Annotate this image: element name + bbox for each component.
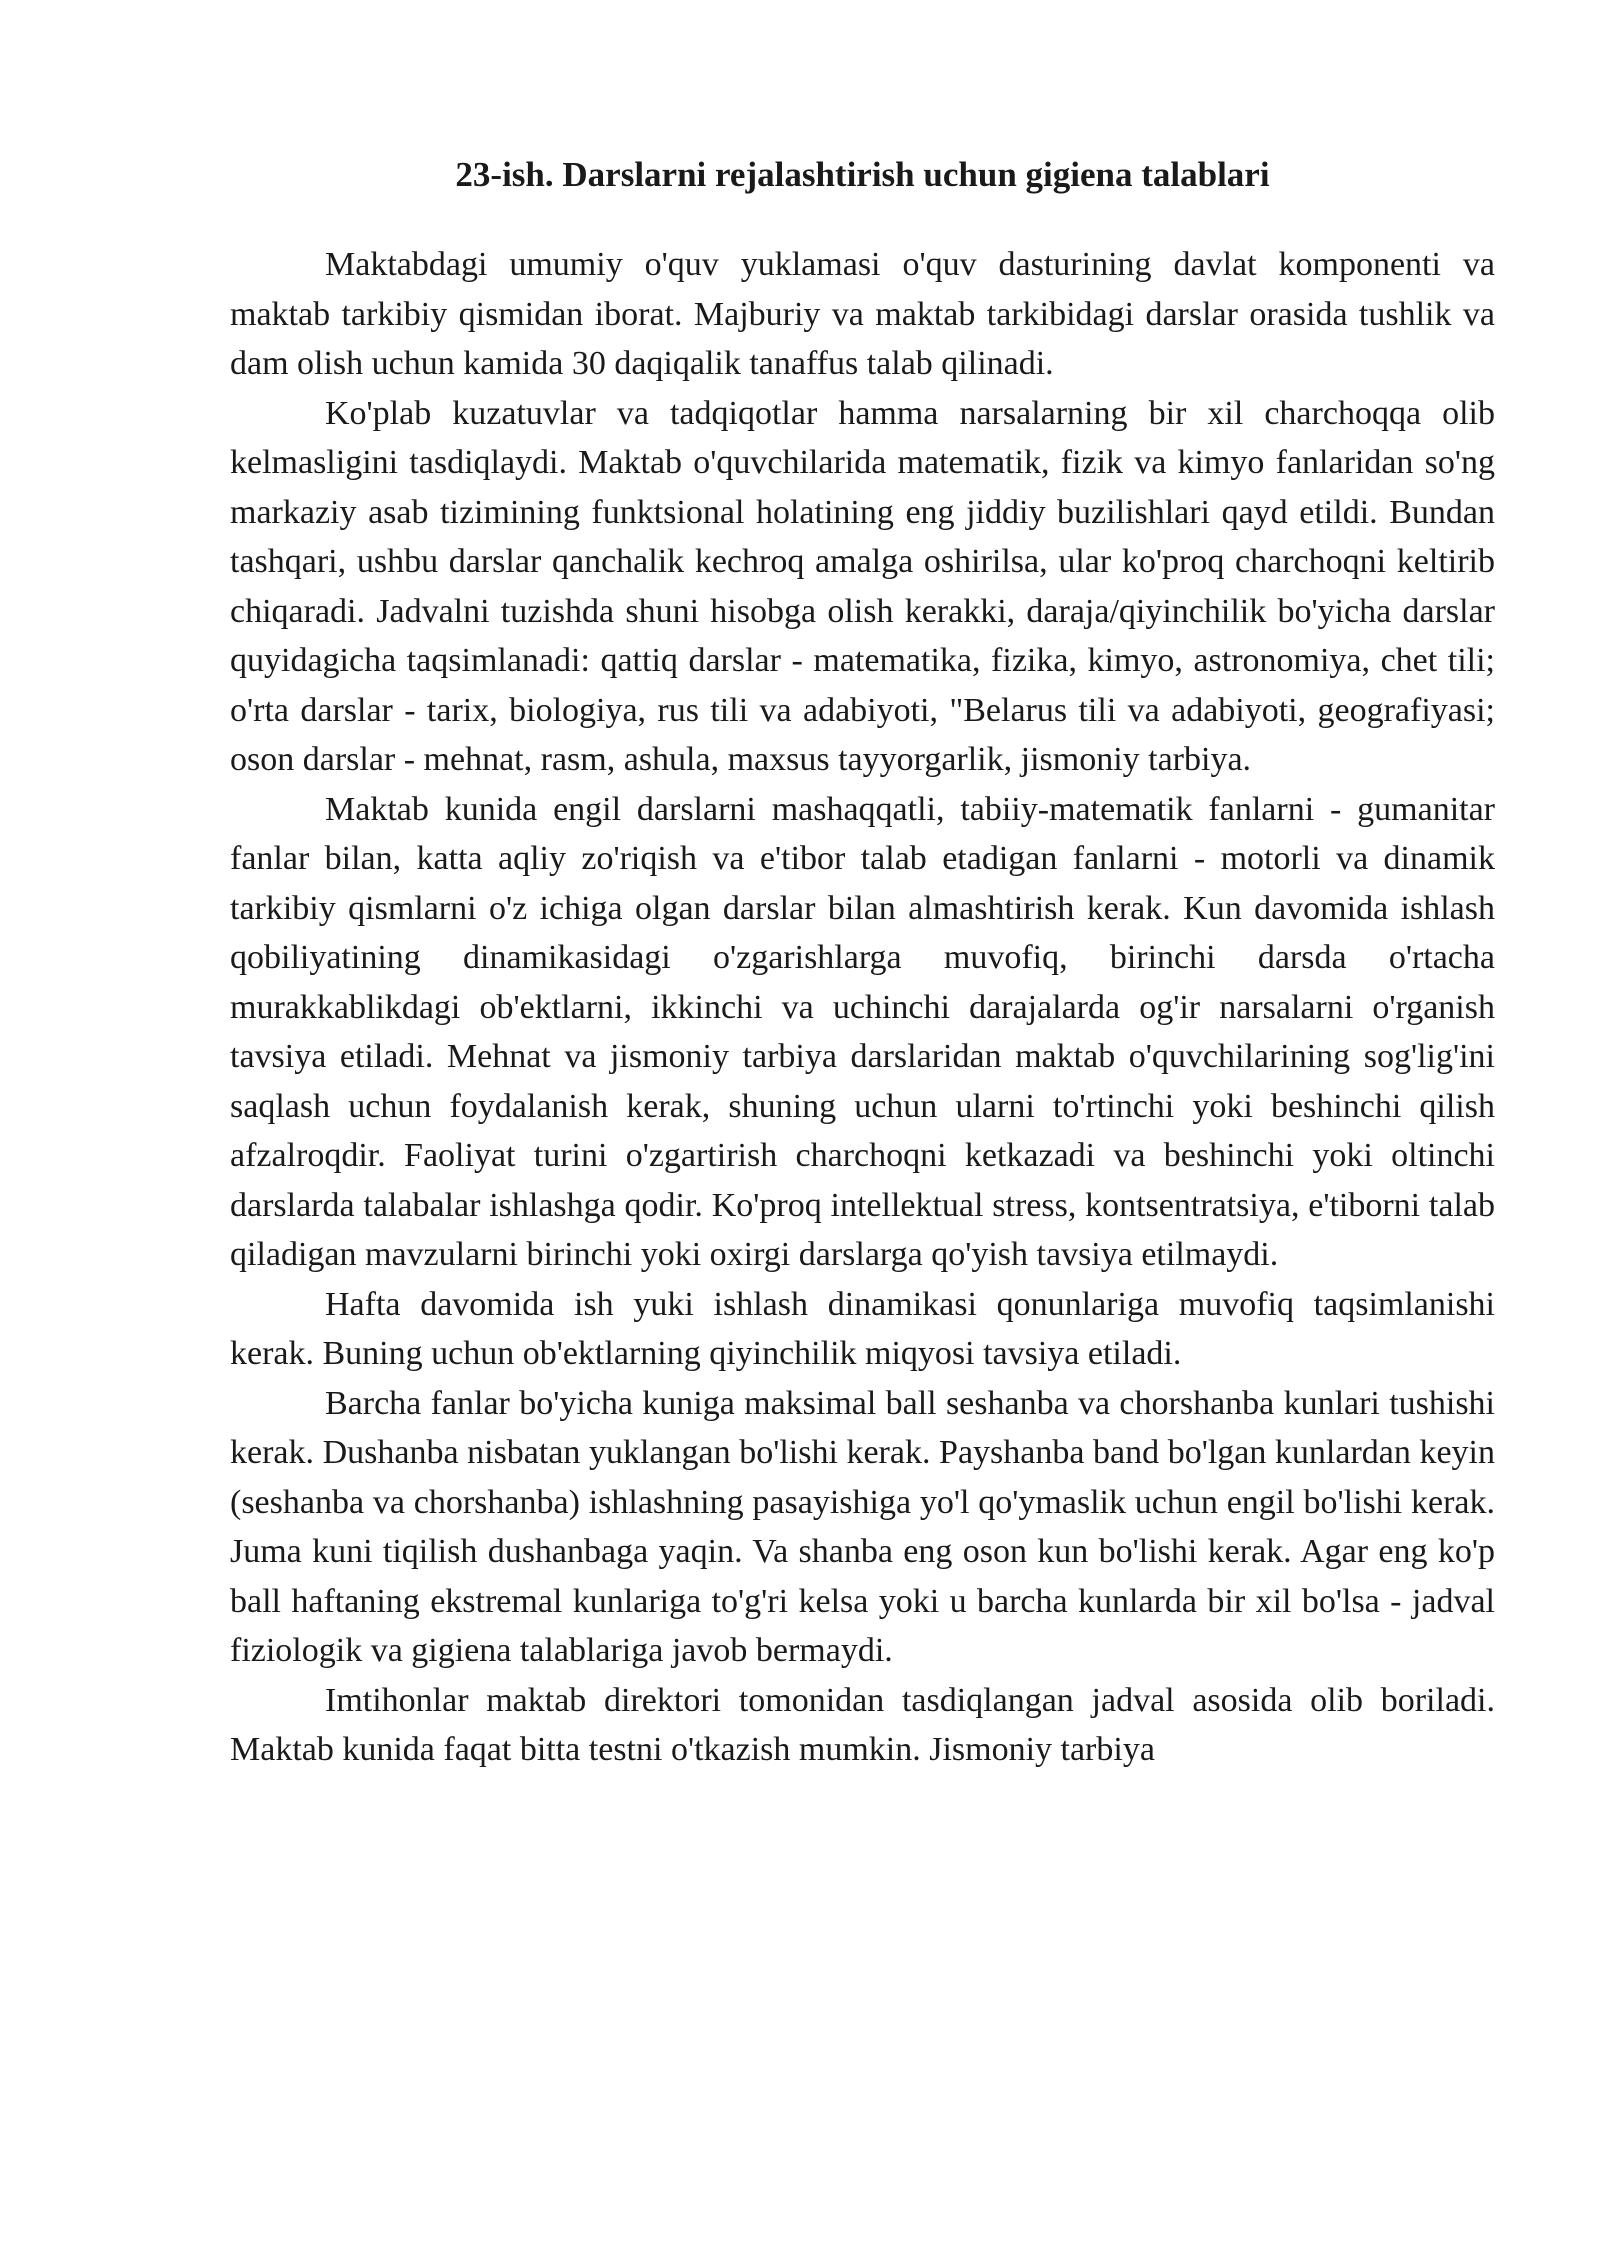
paragraph-5: Barcha fanlar bo'yicha kuniga maksimal ball seshanba va chorshanba kunlari tushishi kerak. Dushanba nisbatan yuklangan bo'lishi kerak. Payshanba band bo'lgan kunlardan keyin (seshanba va chorshanba) ishlashning pasayishiga yo'l qo'ymaslik uchun engil bo'lishi kerak. Juma kuni tiqilish dushanbaga yaqin. Va shanba eng oson kun bo'lishi kerak. Agar eng ko'p ball haftaning ekstremal kunlariga to'g'ri kelsa yoki u barcha kunlarda bir xil bo'lsa - jadval fiziologik va gigiena talablariga javob bermaydi.: [230, 1384, 1495, 1669]
paragraph-2: Ko'plab kuzatuvlar va tadqiqotlar hamma narsalarning bir xil charchoqqa olib kelmasligini tasdiqlaydi. Maktab o'quvchilarida matematik, fizik va kimyo fanlaridan so'ng markaziy asab tizimining funktsional holatining eng jiddiy buzilishlari qayd etildi. Bundan tashqari, ushbu darslar qanchalik kechroq amalga oshirilsa, ular ko'proq charchoqni keltirib chiqaradi. Jadvalni tuzishda shuni hisobga olish kerakki, daraja/qiyinchilik bo'yicha darslar quyidagicha taqsimlanadi: qattiq darslar - matematika, fizika, kimyo, astronomiya, chet tili; o'rta darslar - tarix, biologiya, rus tili va adabiyoti, "Belarus tili va adabiyoti, geografiyasi; oson darslar - mehnat, rasm, ashula, maxsus tayyorgarlik, jismoniy tarbiya.: [230, 394, 1495, 778]
page-title: 23-ish. Darslarni rejalashtirish uchun gigiena talablari: [455, 155, 1270, 194]
paragraph-1: Maktabdagi umumiy o'quv yuklamasi o'quv dasturining davlat komponenti va maktab tarkibiy qismidan iborat. Majburiy va maktab tarkibidagi darslar orasida tushlik va dam olish uchun kamida 30 daqiqalik tanaffus talab qilinadi.: [230, 246, 1495, 382]
paragraph-6: Imtihonlar maktab direktori tomonidan tasdiqlangan jadval asosida olib boriladi. Maktab kunida faqat bitta testni o'tkazish mumkin. Jismoniy tarbiya: [230, 1681, 1495, 1768]
paragraph-3: Maktab kunida engil darslarni mashaqqatli, tabiiy-matematik fanlarni - gumanitar fanlar bilan, katta aqliy zo'riqish va e'tibor talab etadigan fanlarni - motorli va dinamik tarkibiy qismlarni o'z ichiga olgan darslar bilan almashtirish kerak. Kun davomida ishlash qobiliyatining dinamikasidagi o'zgarishlarga muvofiq, birinchi darsda o'rtacha murakkablikdagi ob'ektlarni, ikkinchi va uchinchi darajalarda og'ir narsalarni o'rganish tavsiya etiladi. Mehnat va jismoniy tarbiya darslaridan maktab o'quvchilarining sog'lig'ini saqlash uchun foydalanish kerak, shuning uchun ularni to'rtinchi yoki beshinchi qilish afzalroqdir. Faoliyat turini o'zgartirish charchoqni ketkazadi va beshinchi yoki oltinchi darslarda talabalar ishlashga qodir. Ko'proq intellektual stress, kontsentratsiya, e'tiborni talab qiladigan mavzularni birinchi yoki oxirgi darslarga qo'yish tavsiya etilmaydi.: [230, 790, 1495, 1273]
document-body: [230, 150, 1495, 1775]
paragraph-4: Hafta davomida ish yuki ishlash dinamikasi qonunlariga muvofiq taqsimlanishi kerak. Buning uchun ob'ektlarning qiyinchilik miqyosi tavsiya etiladi.: [230, 1285, 1495, 1372]
